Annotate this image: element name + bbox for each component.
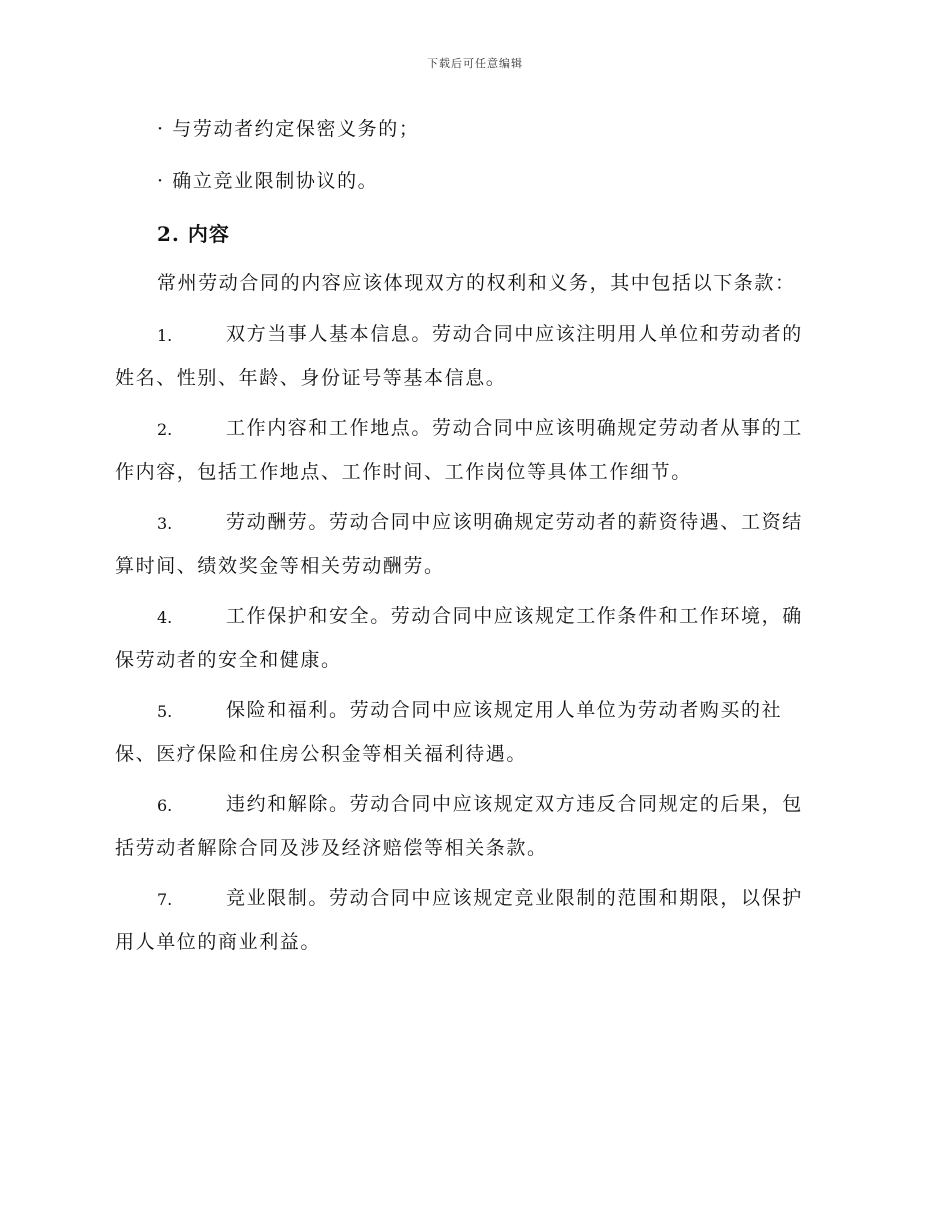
- list-item-line1: 工作内容和工作地点。劳动合同中应该明确规定劳动者从事的工: [226, 417, 803, 439]
- list-item-number: 4.: [157, 608, 173, 627]
- list-item-number: 2.: [157, 420, 173, 439]
- section-heading: 2. 内容: [157, 222, 230, 246]
- list-item-line2: 算时间、绩效奖金等相关劳动酬劳。: [115, 555, 445, 577]
- list-item-line2: 括劳动者解除合同及涉及经济赔偿等相关条款。: [115, 837, 548, 859]
- list-item-number: 1.: [157, 326, 173, 345]
- page-header: 下载后可任意编辑: [427, 57, 523, 70]
- list-item-line2: 用人单位的商业利益。: [115, 931, 322, 953]
- list-item-line1: 工作保护和安全。劳动合同中应该规定工作条件和工作环境，确: [226, 605, 803, 627]
- list-item-number: 5.: [157, 702, 173, 721]
- bullet-item-confidentiality: · 与劳动者约定保密义务的；: [157, 118, 420, 140]
- list-item-line1: 违约和解除。劳动合同中应该规定双方违反合同规定的后果，包: [226, 793, 803, 815]
- list-item-line2: 作内容，包括工作地点、工作时间、工作岗位等具体工作细节。: [115, 461, 692, 483]
- section-intro: 常州劳动合同的内容应该体现双方的权利和义务，其中包括以下条款：: [157, 272, 796, 294]
- list-item-line2: 保劳动者的安全和健康。: [115, 649, 342, 671]
- list-item-number: 7.: [157, 890, 173, 909]
- list-item-line1: 保险和福利。劳动合同中应该规定用人单位为劳动者购买的社: [226, 699, 783, 721]
- list-item-line1: 竞业限制。劳动合同中应该规定竞业限制的范围和期限，以保护: [226, 887, 803, 909]
- list-item-line2: 保、医疗保险和住房公积金等相关福利待遇。: [115, 743, 528, 765]
- list-item-line2: 姓名、性别、年龄、身份证号等基本信息。: [115, 367, 507, 389]
- list-item-number: 3.: [157, 514, 173, 533]
- list-item-line1: 双方当事人基本信息。劳动合同中应该注明用人单位和劳动者的: [226, 323, 803, 345]
- list-item-line1: 劳动酬劳。劳动合同中应该明确规定劳动者的薪资待遇、工资结: [226, 511, 803, 533]
- list-item-number: 6.: [157, 796, 173, 815]
- bullet-item-noncompete: · 确立竞业限制协议的。: [157, 170, 379, 192]
